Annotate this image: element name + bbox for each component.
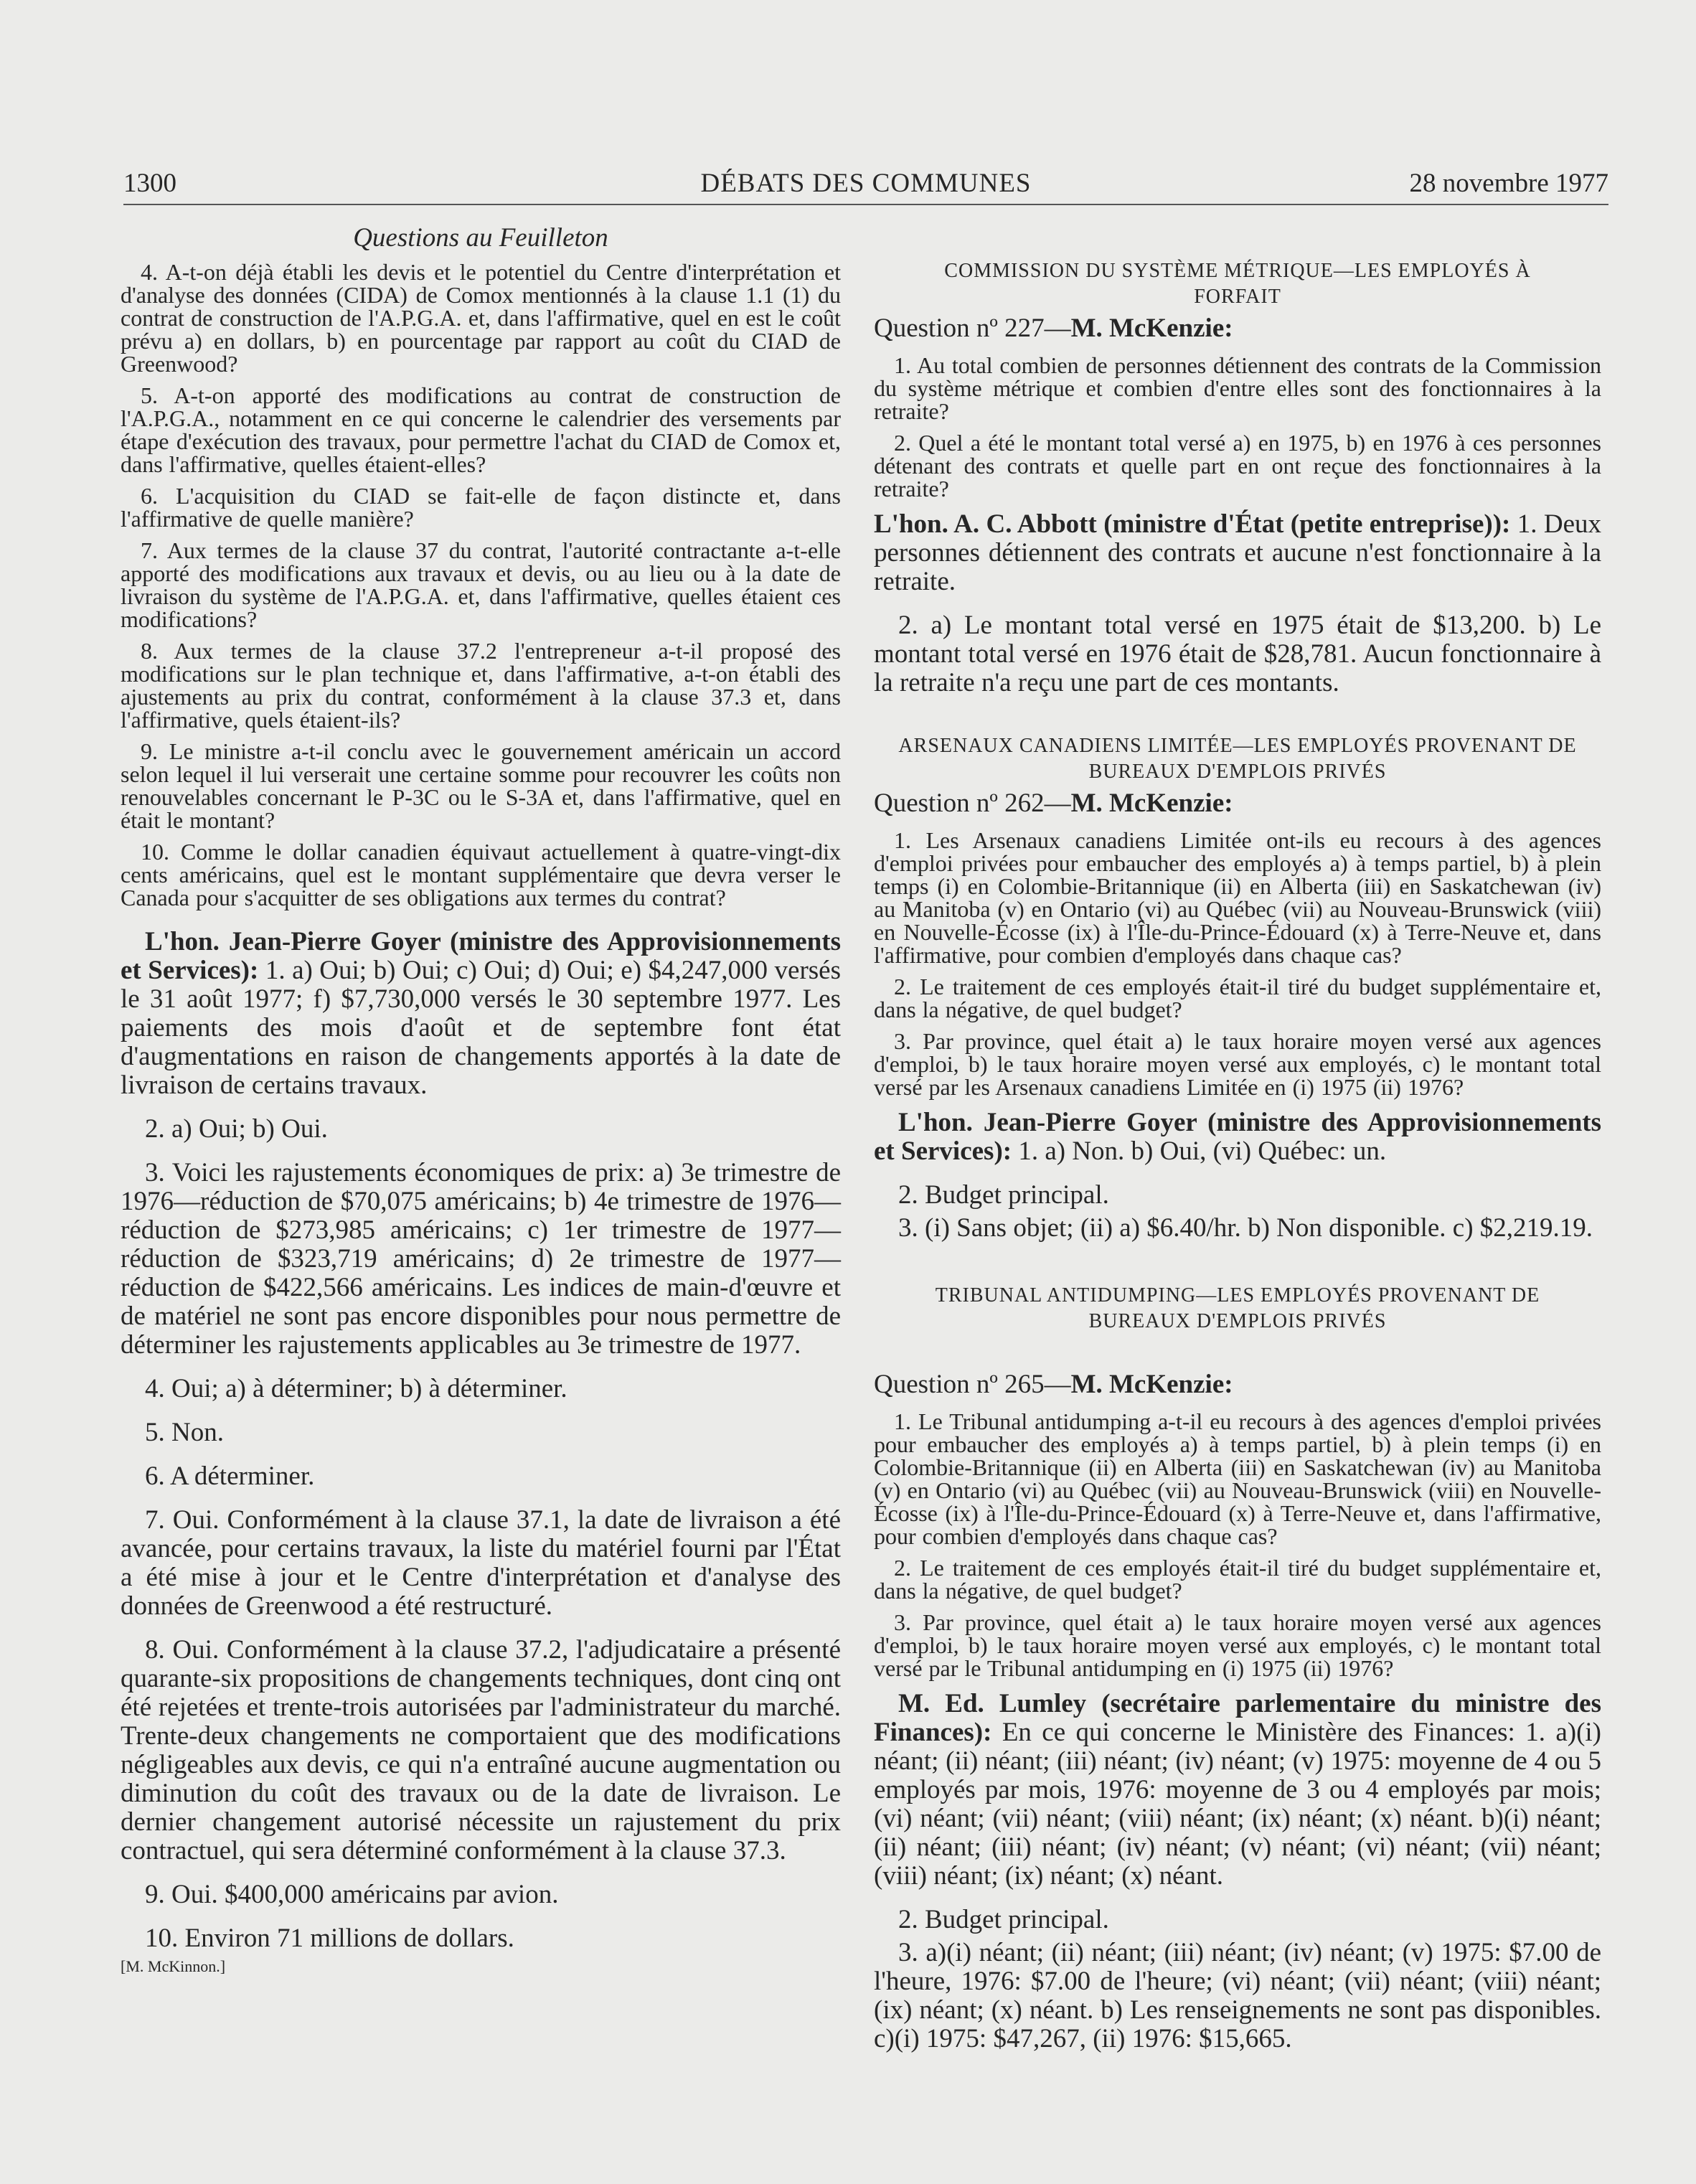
answer-text: 1. a) Non. b) Oui, (vi) Québec: un. bbox=[1018, 1136, 1387, 1166]
answer-text: 1. Deux personnes détiennent des contrats et aucune n'est fonctionnaire à la retraite. bbox=[874, 509, 1602, 596]
answer-item: 3. Voici les rajustements économiques de prix: a) 3e trimestre de 1976—réduction de $70,075 américains; b) 4e trimestre de 1976—réduction de $273,985 américains; c) 1er trimestre de 1977—réduction de $323,719 américains; d) 2e trimestre de 1977—réduction de $422,566 américains. Les indices de main-d'œuvre et de matériel ne sont pas encore disponibles pour nous permettre de déterminer les rajustements applicables au 3e trimestre de 1977. bbox=[121, 1158, 841, 1360]
question-heading bbox=[874, 1369, 1601, 1400]
answer-item: 10. Environ 71 millions de dollars. bbox=[145, 1924, 514, 1953]
answer-speaker: L'hon. Jean-Pierre Goyer (ministre des Approvisionnements et Services): bbox=[874, 1108, 1601, 1166]
answer-item: 3. a)(i) néant; (ii) néant; (iii) néant; (iv) néant; (v) 1975: $7.00 de l'heure, 1976: $7.00 de l'heure; (vi) néant; (vii) néant; (viii) néant; (ix) néant; (x) néant. b) Les renseignements ne sont pas disponibles. c)(i) 1975: $47,267, (ii) 1976: $15,665. bbox=[874, 1938, 1601, 2053]
answer-paragraph bbox=[874, 1109, 1601, 1166]
question-heading bbox=[874, 313, 1601, 344]
question-item: 9. Le ministre a-t-il conclu avec le gouvernement américain un accord selon lequel il lui verserait une certaine somme pour recouvrer les coûts non renouvelables concernant le P-3C ou le S-3A et, dans l'affirmative, quel en était le montant? bbox=[121, 738, 841, 833]
question-item: 3. Par province, quel était a) le taux horaire moyen versé aux agences d'emploi, b) le taux horaire moyen versé aux employés, c) le montant total versé par le Tribunal antidumping en (i) 1975 (ii) 1976? bbox=[874, 1609, 1601, 1681]
answer-item: 9. Oui. $400,000 américains par avion. bbox=[145, 1880, 559, 1909]
answer-paragraph bbox=[874, 1690, 1601, 1891]
question-item: 1. Les Arsenaux canadiens Limitée ont-ils eu recours à des agences d'emploi privées pour embaucher des employés a) à temps partiel, b) à plein temps (i) en Colombie-Britannique (ii) en Alberta (iii) en Saskatchewan (iv) au Manitoba (v) en Ontario (vi) au Québec (vii) au Nouveau-Brunswick (viii) en Nouvelle-Écosse (ix) à l'Île-du-Prince-Édouard (x) à Terre-Neuve et, dans l'affirmative, pour combien d'employés dans chaque cas? bbox=[874, 827, 1601, 968]
question-item: 1. Le Tribunal antidumping a-t-il eu recours à des agences d'emploi privées pour embaucher des employés a) à temps partiel, b) à plein temps (i) en Colombie-Britannique (ii) en Alberta (iii) en Saskatchewan (iv) au Manitoba (v) en Ontario (vi) au Québec (vii) au Nouveau-Brunswick (viii) en Nouvelle-Écosse (ix) à l'Île-du-Prince-Édouard (x) à Terre-Neuve et, dans l'affirmative, pour combien d'employés dans chaque cas? bbox=[874, 1408, 1601, 1549]
answer-speaker: L'hon. Jean-Pierre Goyer (ministre des Approvisionnements et Services): bbox=[121, 927, 841, 985]
answer-item: 2. Budget principal. bbox=[898, 1180, 1109, 1210]
question-item: 6. L'acquisition du CIAD se fait-elle de façon distincte et, dans l'affirmative de quelle manière? bbox=[121, 483, 841, 532]
section-heading: TRIBUNAL ANTIDUMPING—LES EMPLOYÉS PROVENANT DE BUREAUX D'EMPLOIS PRIVÉS bbox=[935, 1284, 1540, 1332]
answer-speaker: M. Ed. Lumley (secrétaire parlementaire du ministre des Finances): bbox=[874, 1689, 1601, 1747]
page-number: 1300 bbox=[123, 169, 176, 198]
answer-item: 8. Oui. Conformément à la clause 37.2, l'adjudicataire a présenté quarante-six propositions de changements techniques, dont cinq ont été rejetées et trente-trois autorisées par l'administrateur du marché. Trente-deux changements ne comportaient que des modifications négligeables aux devis, ce qui n'a entraîné aucune augmentation ou diminution du coût des travaux ou de la date de livraison. Le dernier changement autorisé nécessite un rajustement du prix contractuel, qui sera déterminé conformément à la clause 37.3. bbox=[121, 1635, 841, 1865]
question-member: M. McKenzie: bbox=[1070, 789, 1233, 818]
section-heading: ARSENAUX CANADIENS LIMITÉE—LES EMPLOYÉS PROVENANT DE BUREAUX D'EMPLOIS PRIVÉS bbox=[898, 735, 1577, 783]
answer-item: 2. Budget principal. bbox=[898, 1905, 1109, 1934]
answer-item: 2. a) Le montant total versé en 1975 était de $13,200. b) Le montant total versé en 1976 était de $28,781. Aucun fonctionnaire à la retraite n'a reçu une part de ces montants. bbox=[874, 611, 1601, 697]
section-heading: COMMISSION DU SYSTÈME MÉTRIQUE—LES EMPLOYÉS À FORFAIT bbox=[944, 260, 1531, 308]
question-item: 1. Au total combien de personnes détiennent des contrats de la Commission du système métrique et combien d'entre elles sont des fonctionnaires à la retraite? bbox=[874, 352, 1601, 424]
answer-item: 3. (i) Sans objet; (ii) a) $6.40/hr. b) Non disponible. c) $2,219.19. bbox=[898, 1213, 1593, 1243]
answer-item: 2. a) Oui; b) Oui. bbox=[145, 1114, 328, 1144]
question-number: Question nº 227— bbox=[874, 314, 1071, 343]
question-number: Question nº 262— bbox=[874, 789, 1071, 818]
answer-item: 6. A déterminer. bbox=[145, 1462, 315, 1491]
question-item: 10. Comme le dollar canadien équivaut actuellement à quatre-vingt-dix cents américains, quel est le montant supplémentaire que devra verser le Canada pour s'acquitter de ses obligations aux termes du contrat? bbox=[121, 839, 841, 910]
speaker-citation: [M. McKinnon.] bbox=[121, 1957, 226, 1975]
question-item: 2. Quel a été le montant total versé a) en 1975, b) en 1976 à ces personnes détenant des contrats et quelle part en ont reçue des fonctionnaires à la retraite? bbox=[874, 430, 1601, 502]
answer-speaker: L'hon. A. C. Abbott (ministre d'État (petite entreprise)): bbox=[874, 509, 1511, 539]
answer-text: 1. a) Oui; b) Oui; c) Oui; d) Oui; e) $4,247,000 versés le 31 août 1977; f) $7,730,000 versés le 30 septembre 1977. Les paiements des mois d'août et de septembre font état d'augmentations en raison de changements apportés à la date de livraison de certains travaux. bbox=[121, 956, 841, 1100]
question-item: 2. Le traitement de ces employés était-il tiré du budget supplémentaire et, dans la négative, de quel budget? bbox=[874, 1555, 1601, 1604]
question-item: 7. Aux termes de la clause 37 du contrat, l'autorité contractante a-t-elle apporté des modifications aux travaux et devis, ou au lieu ou à la date de livraison du système de l'A.P.G.A. et, dans l'affirmative, quelles étaient ces modifications? bbox=[121, 537, 841, 632]
question-member: M. McKenzie: bbox=[1070, 1370, 1233, 1399]
publication-date: 28 novembre 1977 bbox=[1409, 169, 1608, 198]
question-item: 4. A-t-on déjà établi les devis et le potentiel du Centre d'interprétation et d'analyse des données (CIDA) de Comox mentionnés à la clause 1.1 (1) du contrat de construction de l'A.P.G.A. et, dans l'affirmative, quel en est le coût prévu a) en dollars, b) en pourcentage par rapport au coût du CIAD de Greenwood? bbox=[121, 259, 841, 377]
question-item: 8. Aux termes de la clause 37.2 l'entrepreneur a-t-il proposé des modifications sur le plan technique et, dans l'affirmative, a-t-on établi des ajustements au prix du contrat, conformément à la clause 37.3 et, dans l'affirmative, quels étaient-ils? bbox=[121, 638, 841, 733]
right-column bbox=[874, 258, 1601, 2068]
answer-paragraph bbox=[874, 510, 1601, 596]
answer-paragraph bbox=[121, 928, 841, 1100]
question-item: 2. Le traitement de ces employés était-il tiré du budget supplémentaire et, dans la négative, de quel budget? bbox=[874, 974, 1601, 1022]
question-heading bbox=[874, 788, 1601, 819]
answer-item: 4. Oui; a) à déterminer; b) à déterminer. bbox=[145, 1374, 567, 1403]
answer-item: 5. Non. bbox=[145, 1418, 224, 1447]
question-item: 3. Par province, quel était a) le taux horaire moyen versé aux agences d'emploi, b) le taux horaire moyen versé aux employés, c) le montant total versé par les Arsenaux canadiens Limitée en (i) 1975 (ii) 1976? bbox=[874, 1028, 1601, 1100]
answer-text: En ce qui concerne le Ministère des Finances: 1. a)(i) néant; (ii) néant; (iii) néant; (iv) néant; (v) 1975: moyenne de 4 ou 5 employés par mois, 1976: moyenne de 3 ou 4 employés par mois; (vi) néant; (vii) néant; (viii) néant; (ix) néant; (x) néant. b)(i) néant; (ii) néant; (iii) néant; (iv) néant; (v) néant; (vi) néant; (vii) néant; (viii) néant; (ix) néant; (x) néant. bbox=[874, 1718, 1601, 1891]
answer-item: 7. Oui. Conformément à la clause 37.1, la date de livraison a été avancée, pour certains travaux, la liste du matériel fourni par l'État a été mise à jour et le Centre d'interprétation et d'analyse des données de Greenwood a été restructuré. bbox=[121, 1505, 841, 1621]
question-item: 5. A-t-on apporté des modifications au contrat de construction de l'A.P.G.A., notamment en ce qui concerne le calendrier des versements par étape d'exécution des travaux, pour permettre l'achat du CIAD de Comox et, dans l'affirmative, quelles étaient-elles? bbox=[121, 382, 841, 477]
left-column bbox=[121, 217, 841, 1976]
section-heading: Questions au Feuilleton bbox=[353, 223, 608, 253]
publication-title: DÉBATS DES COMMUNES bbox=[700, 169, 1032, 198]
page-header bbox=[123, 164, 1608, 205]
question-number: Question nº 265— bbox=[874, 1370, 1071, 1399]
question-member: M. McKenzie: bbox=[1070, 314, 1233, 343]
